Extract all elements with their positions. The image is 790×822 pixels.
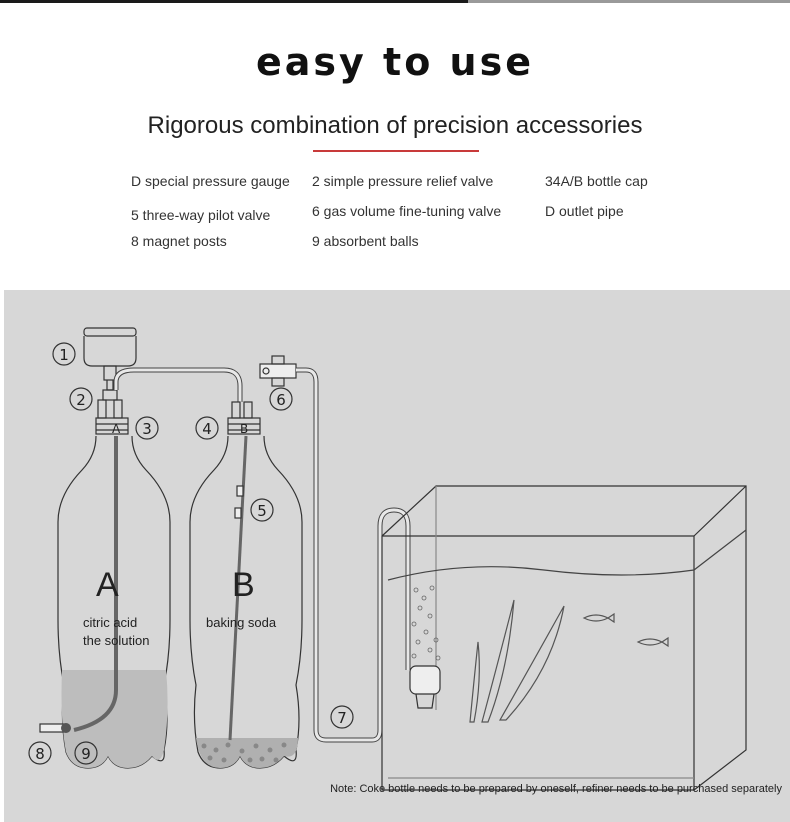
callout-number: 7 [337,709,347,727]
co2-system-diagram [4,290,790,822]
callout-1 [53,343,75,365]
callout-2 [70,388,92,410]
fish-icon [584,614,668,646]
bottle-b-label: baking soda [206,615,277,630]
page-title: easy to use [256,40,534,84]
callout-7 [331,706,353,728]
callout-number: 6 [276,391,286,409]
callout-number: 3 [142,420,152,438]
callout-number: 9 [81,745,91,763]
cap-letter-b: B [240,422,249,436]
cap-letter-a: A [112,422,121,436]
callout-6 [270,388,292,410]
bottle-a-label-line2: the solution [83,633,150,648]
page-subtitle: Rigorous combination of precision accessories [147,112,643,139]
bottle-a-letter: A [96,566,119,604]
callout-number: 8 [35,745,45,763]
accessory-item: 34A/B bottle cap [545,173,648,189]
accessory-item: 6 gas volume fine-tuning valve [312,203,502,219]
callout-8 [29,742,51,764]
diagram-note: Note: Coke bottle needs to be prepared by oneself, refiner needs to be purchased separately [330,783,782,795]
accessory-item: 8 magnet posts [131,233,227,249]
callout-number: 1 [59,346,69,364]
baking-soda-layer-icon [196,738,298,768]
accessory-item: D outlet pipe [545,203,624,219]
pressure-gauge-icon [84,328,136,390]
accessory-item: D special pressure gauge [131,173,290,189]
aquarium-plant-icon [470,600,564,722]
callout-number: 4 [202,420,212,438]
bottle-a-label-line1: citric acid [83,615,138,630]
title-divider [313,150,479,152]
callout-number: 2 [76,391,86,409]
callout-4 [196,417,218,439]
check-valve-icon [237,486,243,496]
bottle-b-letter: B [232,566,255,604]
callout-3 [136,417,158,439]
fine-tuning-valve-icon [260,356,296,386]
accessory-item: 9 absorbent balls [312,233,419,249]
accessory-item: 5 three-way pilot valve [131,207,271,223]
callout-number: 5 [257,502,267,520]
top-banner-photo-edge [468,0,790,3]
accessory-item: 2 simple pressure relief valve [312,173,494,189]
callout-5 [251,499,273,521]
co2-diagram-panel [4,290,790,822]
